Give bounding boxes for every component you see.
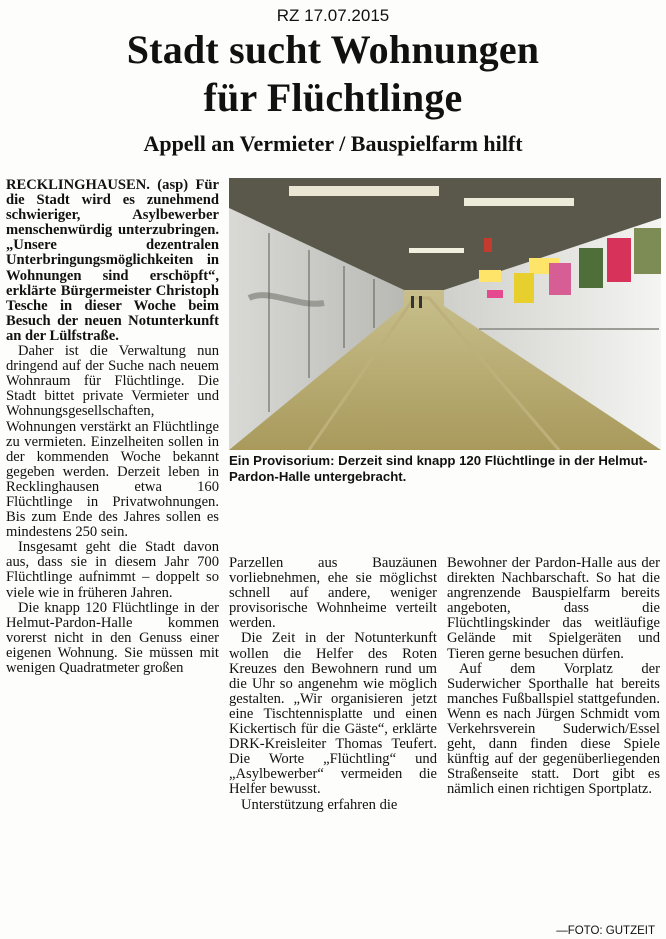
body-paragraph: Die Zeit in der Notunterkunft wollen die Helfer des Roten Kreuzes den Bewohnern rund um die Uhr so angenehm wie möglich gestalten. „Wir organisieren jetzt eine Tischtennisplatte und einen Kickertisch für die Gäste“, erklärte DRK-Kreisleiter Thomas Teufert. Die Worte „Flüchtling“ und „Asylbewerber“ vermeiden die Helfer bewusst. bbox=[229, 630, 437, 798]
body-paragraph: Daher ist die Verwaltung nun dringend auf der Suche nach neuem Wohnraum für Flüchtlinge. Die Stadt bittet private Vermieter und Wohnungsgesellschaften, Wohnungen verstärkt an Flüchtlinge zu vermieten. Einzelheiten sollen in der kommenden Woche bekannt gegeben werden. Derzeit leben in Recklinghausen etwa 160 Flüchtlinge in Privatwohnungen. Bis zum Ende des Jahres sollen es mindestens 250 sein. bbox=[6, 343, 219, 541]
headline-line-1: Stadt sucht Wohnungen bbox=[126, 27, 540, 72]
photo-caption-text: Ein Provisorium: Derzeit sind knapp 120 Flüchtlinge in der Helmut-Pardon-Halle untergebracht. bbox=[229, 453, 648, 484]
lead-paragraph bbox=[6, 178, 219, 344]
article-photo bbox=[229, 178, 661, 450]
body-paragraph: Unterstützung erfahren die bbox=[241, 796, 398, 813]
dateline-location: RECKLINGHAUSEN. bbox=[6, 177, 150, 193]
body-paragraph: Bewohner der Pardon-Halle aus der direkten Nachbarschaft. So hat die angrenzende Bauspielfarm bereits angeboten, dass die Flüchtlingskinder das weitläufige Gelände mit Spielgeräten und Tieren gerne besuchen dürfen. bbox=[447, 555, 660, 662]
body-paragraph: Auf dem Vorplatz der Suderwicher Sporthalle hat bereits manches Fußballspiel stattgefunden. Wenn es nach Jürgen Schmidt vom Verkehrsverein Suderwich/Essel geht, dann finden diese Spiele künftig auf der gegenüberliegenden Straßenseite statt. Dort gibt es nämlich einen richtigen Sportplatz. bbox=[447, 660, 660, 798]
photo-credit: —FOTO: GUTZEIT bbox=[556, 925, 655, 937]
headline-line-2: für Flüchtlinge bbox=[203, 75, 463, 120]
article-column-2 bbox=[229, 556, 437, 813]
headline bbox=[0, 26, 666, 122]
lead-text: (asp) Für die Stadt wird es zunehmend schwieriger, Asylbewerber menschenwürdig unterzubringen. „Unsere dezentralen Unterbringungsmöglichkeiten in Wohnungen sind erschöpft“, erklärte Bürgermeister Christoph Tesche in dieser Woche beim Besuch der neuen Notunterkunft an der Lülfstraße. bbox=[6, 177, 219, 344]
article-column-1 bbox=[6, 178, 219, 676]
dateline: RZ 17.07.2015 bbox=[276, 6, 390, 25]
subheadline: Appell an Vermieter / Bauspielfarm hilft bbox=[143, 131, 523, 156]
article-column-3 bbox=[447, 556, 660, 798]
body-paragraph: Die knapp 120 Flüchtlinge in der Helmut-Pardon-Halle kommen vorerst nicht in den Genuss einer eigenen Wohnung. Sie müssen mit wenigen Quadratmeter großen bbox=[6, 599, 219, 676]
body-paragraph: Parzellen aus Bauzäunen vorliebnehmen, ehe sie möglichst schnell auf andere, weniger provisorische Wohnheime verteilt werden. bbox=[229, 555, 437, 632]
body-paragraph: Insgesamt geht die Stadt davon aus, dass sie in diesem Jahr 700 Flüchtlinge aufnimmt – doppelt so viele wie in früheren Jahren. bbox=[6, 539, 219, 601]
